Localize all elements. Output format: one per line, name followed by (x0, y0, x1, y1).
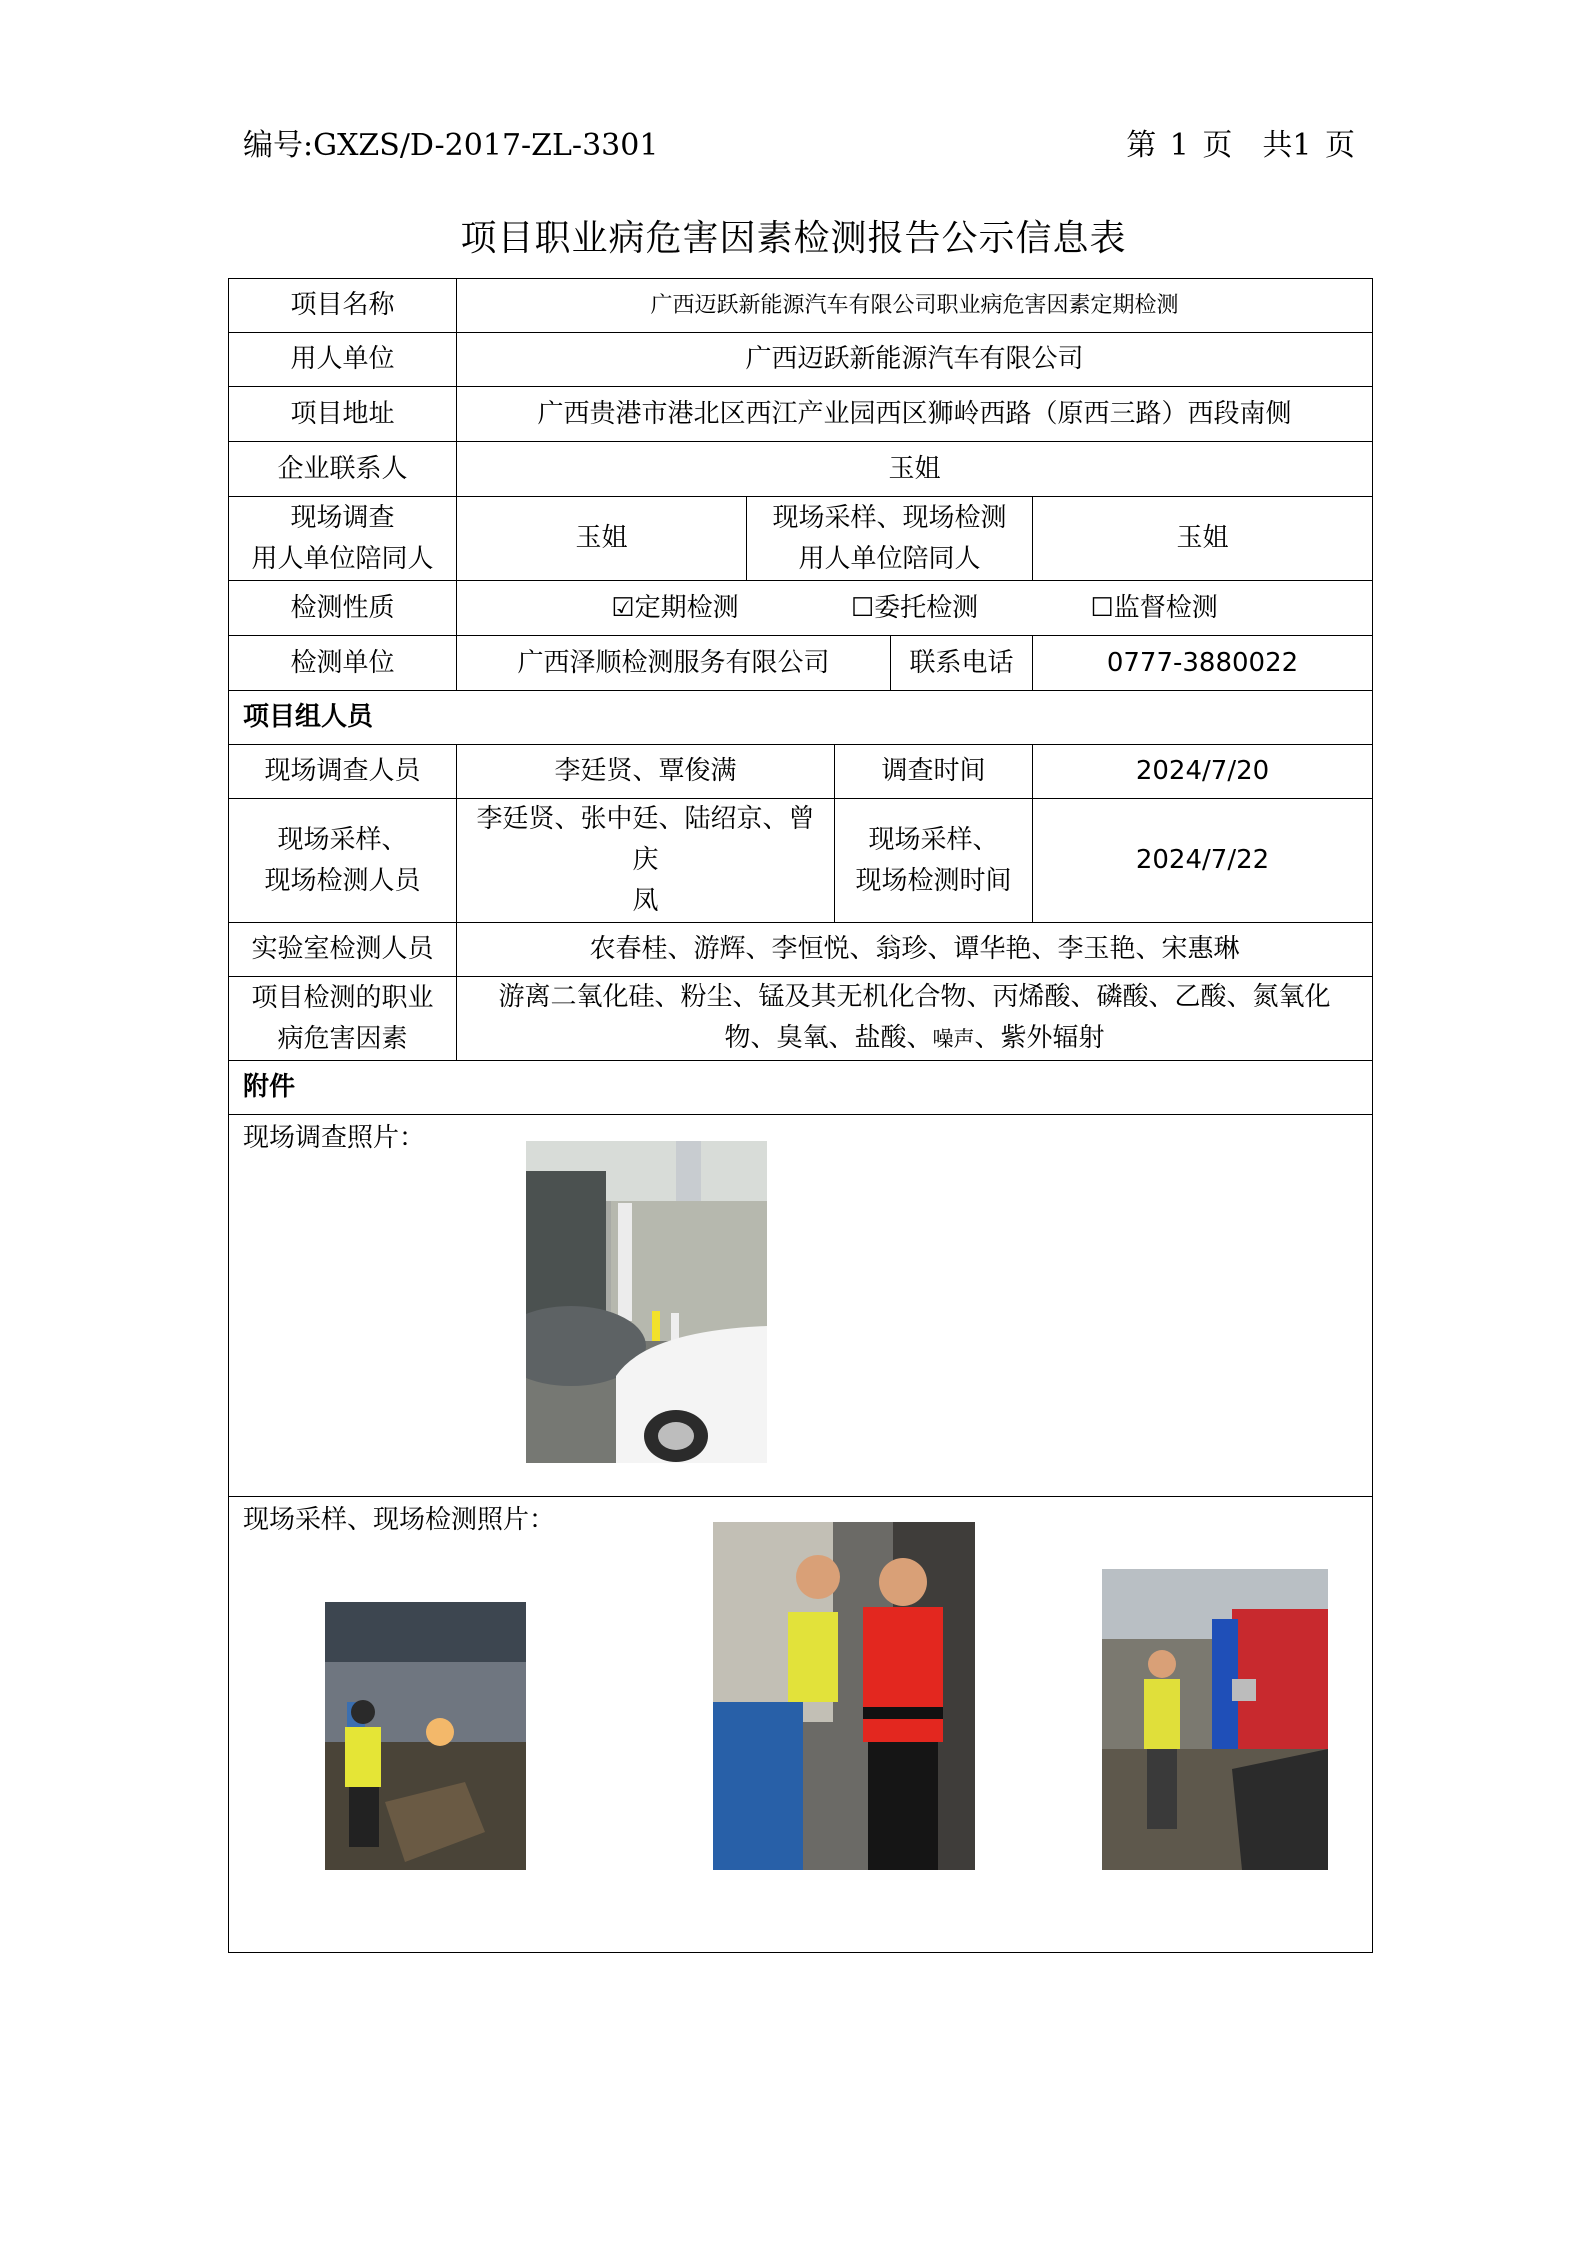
sampling-time-value: 2024/7/22 (1033, 799, 1373, 923)
nature-option-periodic: ☑定期检测 (611, 592, 739, 623)
sampling-escort-label-line2: 用人单位陪同人 (798, 543, 981, 574)
sampling-staff-line2: 凤 (632, 886, 659, 916)
sampling-staff-value (457, 799, 835, 923)
project-name-value: 广西迈跃新能源汽车有限公司职业病危害因素定期检测 (457, 279, 1373, 333)
agency-label: 检测单位 (229, 636, 457, 691)
sampling-staff-line1: 李廷贤、张中廷、陆绍京、曾庆 (476, 804, 815, 875)
contact-value: 玉姐 (457, 442, 1373, 497)
row-contact (229, 442, 1373, 497)
phone-value: 0777-3880022 (1033, 636, 1373, 691)
lab-staff-label: 实验室检测人员 (229, 923, 457, 977)
info-table (228, 278, 1373, 1953)
page-title: 项目职业病危害因素检测报告公示信息表 (460, 218, 1127, 259)
row-survey-photos (229, 1115, 1373, 1497)
sampling-time-label-line1: 现场采样、 (868, 824, 999, 855)
sampling-photo-1 (325, 1602, 526, 1870)
survey-photos-label: 现场调查照片： (243, 1123, 426, 1153)
survey-escort-label-line1: 现场调查 (290, 502, 395, 533)
page-info: 第 1 页 共1 页 (1126, 128, 1355, 163)
sampling-escort-label (747, 497, 1033, 581)
sampling-time-label (835, 799, 1033, 923)
nature-option-entrusted: ☐委托检测 (850, 592, 979, 623)
survey-time-label: 调查时间 (835, 745, 1033, 799)
lab-staff-value: 农春桂、游辉、李恒悦、翁珍、谭华艳、李玉艳、宋惠琳 (457, 923, 1373, 977)
nature-options (457, 581, 1373, 636)
attachments-section-title: 附件 (229, 1061, 1373, 1115)
sampling-staff-label (229, 799, 457, 923)
hazards-noise: 噪声 (932, 1027, 975, 1051)
hazards-label-line1: 项目检测的职业 (251, 982, 434, 1013)
survey-staff-value: 李廷贤、覃俊满 (457, 745, 835, 799)
sampling-escort-label-line1: 现场采样、现场检测 (772, 502, 1007, 533)
agency-value: 广西泽顺检测服务有限公司 (457, 636, 891, 691)
phone-label: 联系电话 (891, 636, 1033, 691)
survey-time-value: 2024/7/20 (1033, 745, 1373, 799)
survey-escort-label-line2: 用人单位陪同人 (251, 543, 434, 574)
row-escorts (229, 497, 1373, 581)
sampling-photo-3 (1102, 1569, 1328, 1870)
row-sampling-staff (229, 799, 1373, 923)
sampling-staff-label-line2: 现场检测人员 (264, 865, 421, 896)
row-lab-staff (229, 923, 1373, 977)
survey-photos-cell (229, 1115, 1373, 1497)
row-team-section (229, 691, 1373, 745)
sampling-photos-label: 现场采样、现场检测照片： (243, 1505, 556, 1535)
sampling-escort-value: 玉姐 (1033, 497, 1373, 581)
hazards-label-line2: 病危害因素 (277, 1023, 408, 1054)
sampling-photo-2 (713, 1522, 975, 1870)
survey-escort-value: 玉姐 (457, 497, 747, 581)
nature-option-supervisory: ☐监督检测 (1090, 592, 1218, 623)
row-address (229, 387, 1373, 442)
address-label: 项目地址 (229, 387, 457, 442)
address-value: 广西贵港市港北区西江产业园西区狮岭西路（原西三路）西段南侧 (457, 387, 1373, 442)
project-name-label: 项目名称 (229, 279, 457, 333)
survey-photo (526, 1141, 767, 1463)
row-survey-staff (229, 745, 1373, 799)
employer-label: 用人单位 (229, 333, 457, 387)
row-attachments-section (229, 1061, 1373, 1115)
hazards-line1: 游离二氧化硅、粉尘、锰及其无机化合物、丙烯酸、磷酸、乙酸、氮氧化 (498, 982, 1331, 1012)
survey-escort-label (229, 497, 457, 581)
document-number: 编号:GXZS/D-2017-ZL-3301 (243, 128, 659, 163)
sampling-time-label-line2: 现场检测时间 (855, 865, 1012, 896)
hazards-line2-part-c: 、紫外辐射 (974, 1023, 1105, 1053)
row-sampling-photos (229, 1497, 1373, 1953)
hazards-line2-part-a: 物、臭氧、盐酸、 (724, 1023, 933, 1053)
row-project-name (229, 279, 1373, 333)
row-employer (229, 333, 1373, 387)
row-hazards (229, 977, 1373, 1061)
sampling-staff-label-line1: 现场采样、 (277, 824, 408, 855)
nature-label: 检测性质 (229, 581, 457, 636)
hazards-value (457, 977, 1373, 1061)
employer-value: 广西迈跃新能源汽车有限公司 (457, 333, 1373, 387)
sampling-photos-cell (229, 1497, 1373, 1953)
hazards-line2 (465, 1018, 1364, 1060)
team-section-title: 项目组人员 (229, 691, 1373, 745)
survey-staff-label: 现场调查人员 (229, 745, 457, 799)
hazards-label (229, 977, 457, 1061)
row-nature (229, 581, 1373, 636)
row-agency (229, 636, 1373, 691)
contact-label: 企业联系人 (229, 442, 457, 497)
